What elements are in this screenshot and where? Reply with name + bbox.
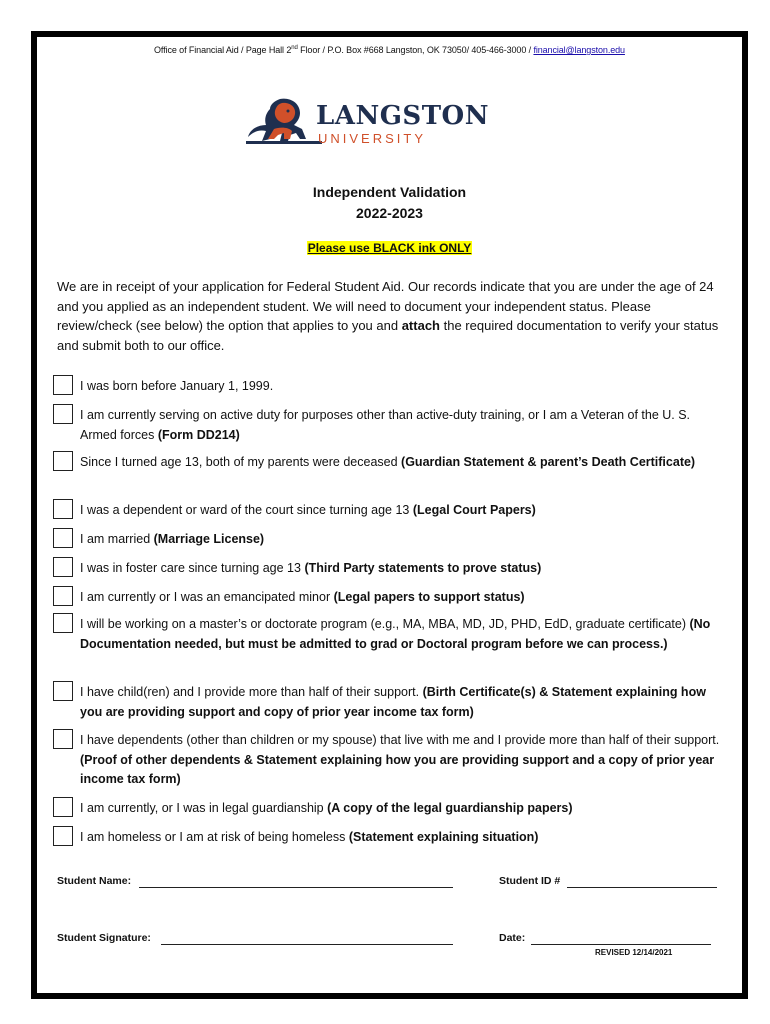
option-checkbox[interactable] bbox=[53, 557, 73, 577]
option-checkbox[interactable] bbox=[53, 528, 73, 548]
form-title bbox=[37, 182, 742, 224]
option-checkbox[interactable] bbox=[53, 797, 73, 817]
revised-date: REVISED 12/14/2021 bbox=[595, 948, 673, 957]
option-checkbox[interactable] bbox=[53, 826, 73, 846]
langston-university-logo bbox=[244, 95, 544, 153]
option-checkbox[interactable] bbox=[53, 586, 73, 606]
option-checkbox[interactable] bbox=[53, 451, 73, 471]
option-checkbox[interactable] bbox=[53, 681, 73, 701]
financial-aid-email-link[interactable]: financial@langston.edu bbox=[533, 45, 625, 55]
intro-paragraph: We are in receipt of your application for Federal Student Aid. Our records indicate that you are under the age of 24 and you applied as an independent student. We will need to document your independent status. Please review/check (see below) the option that applies to you and attach the required documentation to verify your status and submit both to our office. bbox=[57, 279, 719, 353]
lion-mascot-icon bbox=[244, 95, 324, 155]
option-checkbox[interactable] bbox=[53, 613, 73, 633]
option-checkbox[interactable] bbox=[53, 375, 73, 395]
student-id-field[interactable] bbox=[567, 875, 717, 888]
black-ink-notice: Please use BLACK ink ONLY bbox=[307, 241, 472, 255]
university-wordmark: LANGSTON bbox=[316, 101, 489, 131]
university-subtitle: UNIVERSITY bbox=[318, 131, 427, 146]
option-checkbox[interactable] bbox=[53, 729, 73, 749]
date-label: Date: bbox=[499, 932, 526, 944]
date-field[interactable] bbox=[531, 932, 711, 945]
option-checkbox[interactable] bbox=[53, 404, 73, 424]
office-address-header: Office of Financial Aid / Page Hall 2nd Floor / P.O. Box #668 Langston, OK 73050/ 405-466-3000 / financial@langston.edu bbox=[154, 45, 625, 55]
student-name-label: Student Name: bbox=[57, 875, 132, 887]
student-id-label: Student ID # bbox=[499, 875, 561, 887]
form-title-text: Independent Validation bbox=[312, 184, 467, 200]
option-checkbox[interactable] bbox=[53, 499, 73, 519]
student-signature-label: Student Signature: bbox=[57, 932, 151, 944]
form-year: 2022-2023 bbox=[356, 205, 423, 221]
form-page: Office of Financial Aid / Page Hall 2nd Floor / P.O. Box #668 Langston, OK 73050/ 405-466-3000 / financial@langston.edu LANGSTON UNIVERSITY Independent Validation 2022-2023 Please use BLACK ink ONLY We are in receipt of your application for Federal Student Aid. Our records indicate that you are under the age of 24 and you applied as an independent student. We will need to document your independent status. Please review/check (see below) the option that applies to you and attach the required documentation to verify your status and submit both to our office. I was born before January 1, 1999. I am currently serving on active duty for purposes other than active-duty training, or I am a Veteran of the U. S. Armed forces (Form DD214) Since I turned age 13, both of my parents were deceased (Guardian Statement & parent’s Death Certificate) I was a dependent or ward of the court since turning age 13 (Legal Court Papers) I am married (Marriage License) I was in foster care since turning age 13 (Third Party statements to prove status) I am currently or I was an emancipated minor (Legal papers to support status) I will be working on a master’s or doctorate program (e.g., MA, MBA, MD, JD, PHD, EdD, graduate certificate) (No Documentation needed, but must be admitted to grad or Doctoral program before we can process.) I have child(ren) and I provide more than half of their support. (Birth Certificate(s) & Statement explaining how you are providing support and copy of prior year income tax form) I have dependents (other than children or my spouse) that live with me and I provide more than half of their support. (Proof of other dependents & Statement explaining how you are providing support and a copy of prior year income tax form) I am currently, or I was in legal guardianship (A copy of the legal guardianship papers) I am homeless or I am at risk of being homeless (Statement explaining situation) Student Name: Student ID # Student Signature: Date: REVISED 12/14/2021 bbox=[31, 31, 748, 999]
student-signature-field[interactable] bbox=[161, 932, 453, 945]
student-name-field[interactable] bbox=[139, 875, 453, 888]
